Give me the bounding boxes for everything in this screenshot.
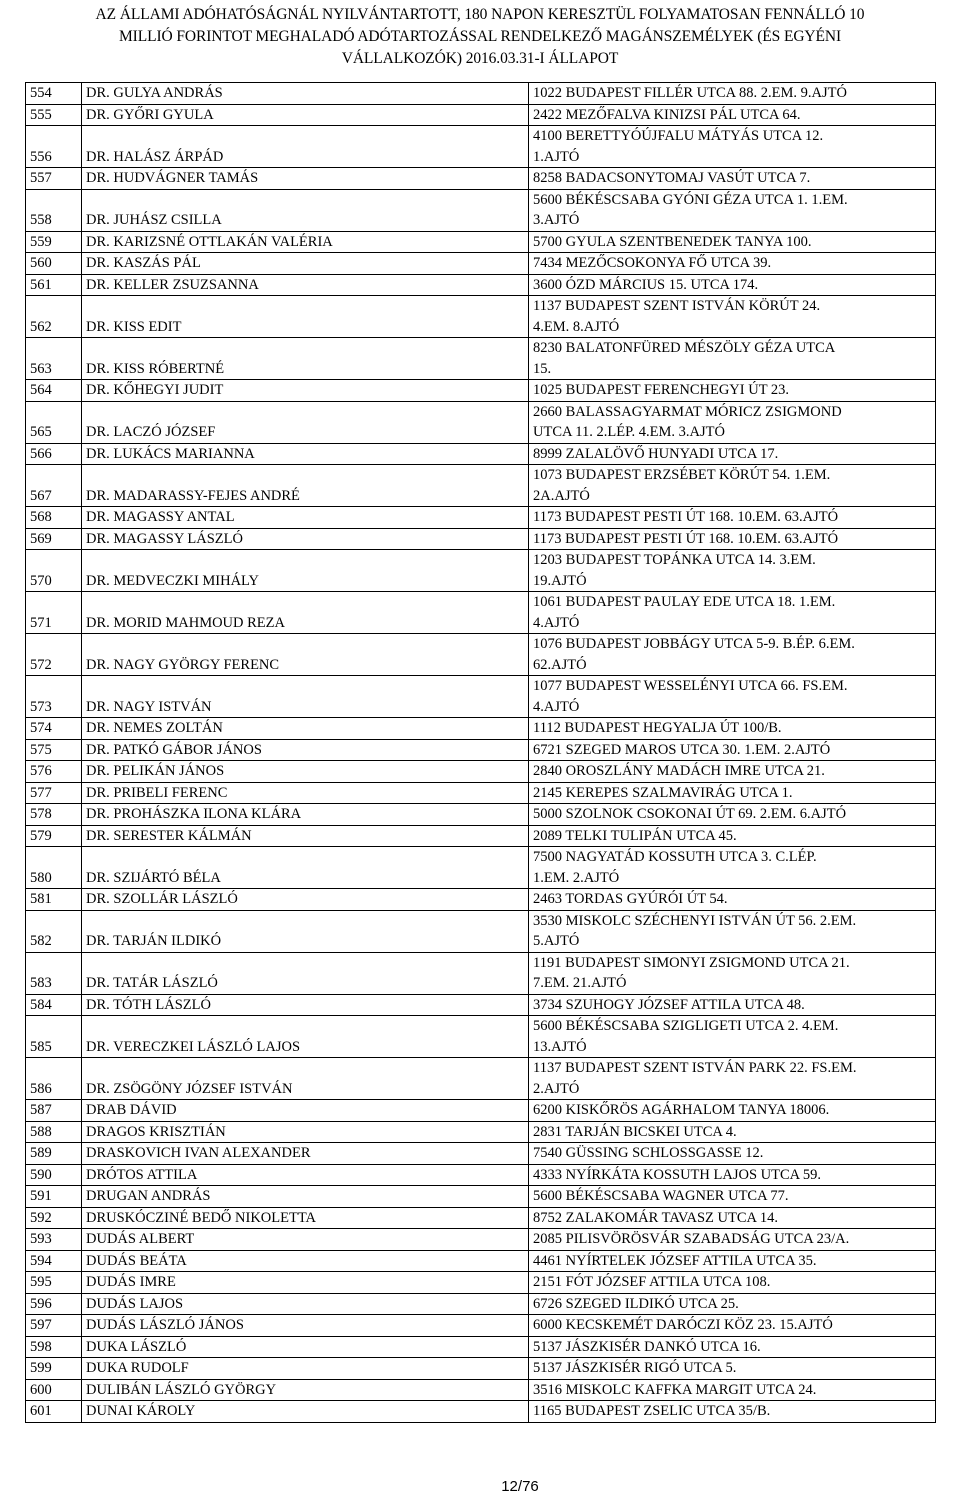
address-cell <box>529 1121 936 1143</box>
row-number: 572 <box>26 634 82 676</box>
row-number: 594 <box>26 1250 82 1272</box>
table-row <box>26 1336 936 1358</box>
address-cell <box>529 1100 936 1122</box>
address-line: 1203 BUDAPEST TOPÁNKA UTCA 14. 3.EM. <box>533 552 816 568</box>
debtor-table-body <box>26 83 936 1423</box>
person-name: DR. KISS RÓBERTNÉ <box>82 338 529 380</box>
table-row <box>26 401 936 443</box>
address-cell <box>529 168 936 190</box>
row-number: 569 <box>26 528 82 550</box>
address-line: 5600 BÉKÉSCSABA WAGNER UTCA 77. <box>533 1188 789 1204</box>
address-cell <box>529 1186 936 1208</box>
address-line: 1137 BUDAPEST SZENT ISTVÁN KÖRÚT 24. <box>533 298 821 314</box>
person-name: DULIBÁN LÁSZLÓ GYÖRGY <box>82 1379 529 1401</box>
address-cell <box>529 804 936 826</box>
row-number: 554 <box>26 83 82 105</box>
table-row <box>26 847 936 889</box>
person-name: DR. VERECZKEI LÁSZLÓ LAJOS <box>82 1016 529 1058</box>
address-cell <box>529 443 936 465</box>
table-row <box>26 1358 936 1380</box>
person-name: DR. JUHÁSZ CSILLA <box>82 189 529 231</box>
address-cell <box>529 296 936 338</box>
table-row <box>26 739 936 761</box>
address-line: 1173 BUDAPEST PESTI ÚT 168. 10.EM. 63.AJTÓ <box>533 530 839 547</box>
row-number: 576 <box>26 761 82 783</box>
address-line: 2840 OROSZLÁNY MADÁCH IMRE UTCA 21. <box>533 763 825 779</box>
address-cell <box>529 761 936 783</box>
person-name: DR. KARIZSNÉ OTTLAKÁN VALÉRIA <box>82 231 529 253</box>
row-number: 597 <box>26 1315 82 1337</box>
row-number: 563 <box>26 338 82 380</box>
address-cell <box>529 825 936 847</box>
person-name: DUDÁS LAJOS <box>82 1293 529 1315</box>
table-row <box>26 465 936 507</box>
row-number: 559 <box>26 231 82 253</box>
person-name: DR. PRIBELI FERENC <box>82 782 529 804</box>
table-row <box>26 1143 936 1165</box>
address-line: 2089 TELKI TULIPÁN UTCA 45. <box>533 827 737 844</box>
address-line: 4100 BERETTYÓÚJFALU MÁTYÁS UTCA 12. <box>533 128 824 144</box>
address-line: 5600 BÉKÉSCSABA GYÓNI GÉZA UTCA 1. 1.EM. <box>533 191 848 208</box>
person-name: DUDÁS ALBERT <box>82 1229 529 1251</box>
address-cell <box>529 1315 936 1337</box>
person-name: DR. MAGASSY LÁSZLÓ <box>82 528 529 550</box>
address-cell <box>529 1207 936 1229</box>
address-cell <box>529 847 936 889</box>
row-number: 570 <box>26 550 82 592</box>
table-row <box>26 804 936 826</box>
person-name: DR. NAGY ISTVÁN <box>82 676 529 718</box>
person-name: DR. SERESTER KÁLMÁN <box>82 825 529 847</box>
address-line: UTCA 11. 2.LÉP. 4.EM. 3.AJTÓ <box>533 424 725 440</box>
person-name: DR. HALÁSZ ÁRPÁD <box>82 126 529 168</box>
address-line: 19.AJTÓ <box>533 572 587 589</box>
table-row <box>26 1164 936 1186</box>
address-line: 1112 BUDAPEST HEGYALJA ÚT 100/B. <box>533 720 782 736</box>
person-name: DR. GULYA ANDRÁS <box>82 83 529 105</box>
address-line: 3734 SZUHOGY JÓZSEF ATTILA UTCA 48. <box>533 996 805 1013</box>
table-row <box>26 443 936 465</box>
address-cell <box>529 1250 936 1272</box>
address-line: 7540 GÜSSING SCHLOSSGASSE 12. <box>533 1145 764 1161</box>
address-line: 4.EM. 8.AJTÓ <box>533 318 620 335</box>
row-number: 560 <box>26 253 82 275</box>
table-row <box>26 1379 936 1401</box>
address-line: 7500 NAGYATÁD KOSSUTH UTCA 3. C.LÉP. <box>533 849 817 865</box>
row-number: 580 <box>26 847 82 889</box>
address-line: 6200 KISKŐRÖS AGÁRHALOM TANYA 18006. <box>533 1102 830 1118</box>
address-cell <box>529 1164 936 1186</box>
row-number: 567 <box>26 465 82 507</box>
address-cell <box>529 126 936 168</box>
table-row <box>26 889 936 911</box>
address-cell <box>529 994 936 1016</box>
address-line: 1165 BUDAPEST ZSELIC UTCA 35/B. <box>533 1403 771 1419</box>
person-name: DR. MADARASSY-FEJES ANDRÉ <box>82 465 529 507</box>
row-number: 599 <box>26 1358 82 1380</box>
table-row <box>26 1100 936 1122</box>
table-row <box>26 528 936 550</box>
table-row <box>26 1293 936 1315</box>
address-cell <box>529 676 936 718</box>
person-name: DR. KŐHEGYI JUDIT <box>82 380 529 402</box>
table-row <box>26 1121 936 1143</box>
address-line: 8258 BADACSONYTOMAJ VASÚT UTCA 7. <box>533 170 811 186</box>
address-line: 13.AJTÓ <box>533 1038 587 1055</box>
person-name: DR. NAGY GYÖRGY FERENC <box>82 634 529 676</box>
person-name: DR. TÓTH LÁSZLÓ <box>82 994 529 1016</box>
row-number: 601 <box>26 1401 82 1423</box>
address-cell <box>529 1229 936 1251</box>
row-number: 596 <box>26 1293 82 1315</box>
address-line: 1173 BUDAPEST PESTI ÚT 168. 10.EM. 63.AJTÓ <box>533 509 839 525</box>
table-row <box>26 1058 936 1100</box>
address-line: 8752 ZALAKOMÁR TAVASZ UTCA 14. <box>533 1209 778 1226</box>
address-line: 7434 MEZŐCSOKONYA FŐ UTCA 39. <box>533 255 772 271</box>
table-row <box>26 1250 936 1272</box>
address-line: 4.AJTÓ <box>533 614 580 631</box>
address-line: 3.AJTÓ <box>533 212 580 228</box>
row-number: 600 <box>26 1379 82 1401</box>
address-cell <box>529 550 936 592</box>
row-number: 571 <box>26 592 82 634</box>
address-cell <box>529 592 936 634</box>
person-name: DRÓTOS ATTILA <box>82 1164 529 1186</box>
person-name: DR. KASZÁS PÁL <box>82 253 529 275</box>
address-line: 6721 SZEGED MAROS UTCA 30. 1.EM. 2.AJTÓ <box>533 741 831 758</box>
table-row <box>26 1016 936 1058</box>
person-name: DUDÁS BEÁTA <box>82 1250 529 1272</box>
person-name: DRAGOS KRISZTIÁN <box>82 1121 529 1143</box>
address-cell <box>529 910 936 952</box>
row-number: 568 <box>26 507 82 529</box>
row-number: 593 <box>26 1229 82 1251</box>
address-line: 1077 BUDAPEST WESSELÉNYI UTCA 66. FS.EM. <box>533 678 848 694</box>
address-line: 2A.AJTÓ <box>533 487 590 504</box>
person-name: DRASKOVICH IVAN ALEXANDER <box>82 1143 529 1165</box>
table-row <box>26 761 936 783</box>
address-line: 5700 GYULA SZENTBENEDEK TANYA 100. <box>533 233 812 250</box>
table-row <box>26 782 936 804</box>
table-row <box>26 952 936 994</box>
row-number: 562 <box>26 296 82 338</box>
table-row <box>26 825 936 847</box>
table-row <box>26 676 936 718</box>
table-row <box>26 1207 936 1229</box>
address-cell <box>529 1358 936 1380</box>
person-name: DR. PELIKÁN JÁNOS <box>82 761 529 783</box>
row-number: 581 <box>26 889 82 911</box>
address-line: 5137 JÁSZKISÉR RIGÓ UTCA 5. <box>533 1360 737 1376</box>
address-cell <box>529 338 936 380</box>
row-number: 578 <box>26 804 82 826</box>
row-number: 566 <box>26 443 82 465</box>
address-line: 1.AJTÓ <box>533 148 580 165</box>
person-name: DR. ZSÖGÖNY JÓZSEF ISTVÁN <box>82 1058 529 1100</box>
address-line: 2660 BALASSAGYARMAT MÓRICZ ZSIGMOND <box>533 403 842 420</box>
address-cell <box>529 1379 936 1401</box>
table-row <box>26 231 936 253</box>
address-cell <box>529 952 936 994</box>
address-line: 2463 TORDAS GYÚRÓI ÚT 54. <box>533 891 728 907</box>
address-line: 1061 BUDAPEST PAULAY EDE UTCA 18. 1.EM. <box>533 594 836 610</box>
person-name: DUKA LÁSZLÓ <box>82 1336 529 1358</box>
person-name: DR. SZIJÁRTÓ BÉLA <box>82 847 529 889</box>
address-line: 1022 BUDAPEST FILLÉR UTCA 88. 2.EM. 9.AJTÓ <box>533 85 847 101</box>
table-row <box>26 910 936 952</box>
address-line: 8230 BALATONFÜRED MÉSZÖLY GÉZA UTCA <box>533 340 836 356</box>
person-name: DR. MAGASSY ANTAL <box>82 507 529 529</box>
address-line: 1191 BUDAPEST SIMONYI ZSIGMOND UTCA 21. <box>533 954 850 971</box>
address-cell <box>529 253 936 275</box>
address-line: 15. <box>533 360 552 377</box>
person-name: DUDÁS IMRE <box>82 1272 529 1294</box>
person-name: DR. MEDVECZKI MIHÁLY <box>82 550 529 592</box>
row-number: 591 <box>26 1186 82 1208</box>
address-line: 4333 NYÍRKÁTA KOSSUTH LAJOS UTCA 59. <box>533 1166 822 1183</box>
address-cell <box>529 889 936 911</box>
person-name: DRAB DÁVID <box>82 1100 529 1122</box>
address-cell <box>529 1058 936 1100</box>
address-line: 2422 MEZŐFALVA KINIZSI PÁL UTCA 64. <box>533 106 801 123</box>
row-number: 585 <box>26 1016 82 1058</box>
document-header <box>0 4 960 70</box>
row-number: 565 <box>26 401 82 443</box>
person-name: DRUSKÓCZINÉ BEDŐ NIKOLETTA <box>82 1207 529 1229</box>
row-number: 556 <box>26 126 82 168</box>
address-line: 3530 MISKOLC SZÉCHENYI ISTVÁN ÚT 56. 2.EM. <box>533 912 857 929</box>
address-line: 1.EM. 2.AJTÓ <box>533 869 620 886</box>
address-cell <box>529 1016 936 1058</box>
person-name: DR. SZOLLÁR LÁSZLÓ <box>82 889 529 911</box>
table-row <box>26 83 936 105</box>
row-number: 598 <box>26 1336 82 1358</box>
table-row <box>26 1186 936 1208</box>
row-number: 584 <box>26 994 82 1016</box>
address-line: 62.AJTÓ <box>533 656 587 673</box>
address-cell <box>529 739 936 761</box>
address-line: 2151 FÓT JÓZSEF ATTILA UTCA 108. <box>533 1274 771 1290</box>
address-cell <box>529 718 936 740</box>
table-row <box>26 1272 936 1294</box>
table-row <box>26 126 936 168</box>
address-cell <box>529 507 936 529</box>
table-row <box>26 507 936 529</box>
row-number: 592 <box>26 1207 82 1229</box>
address-cell <box>529 1143 936 1165</box>
table-row <box>26 1401 936 1423</box>
person-name: DR. LACZÓ JÓZSEF <box>82 401 529 443</box>
person-name: DR. TARJÁN ILDIKÓ <box>82 910 529 952</box>
person-name: DRUGAN ANDRÁS <box>82 1186 529 1208</box>
row-number: 575 <box>26 739 82 761</box>
row-number: 577 <box>26 782 82 804</box>
person-name: DR. GYŐRI GYULA <box>82 104 529 126</box>
address-line: 5600 BÉKÉSCSABA SZIGLIGETI UTCA 2. 4.EM. <box>533 1018 839 1034</box>
person-name: DR. LUKÁCS MARIANNA <box>82 443 529 465</box>
address-cell <box>529 231 936 253</box>
person-name: DR. PATKÓ GÁBOR JÁNOS <box>82 739 529 761</box>
header-line-1: AZ ÁLLAMI ADÓHATÓSÁGNÁL NYILVÁNTARTOTT, 180 NAPON KERESZTÜL FOLYAMATOSAN FENNÁLLÓ 10 <box>95 6 865 23</box>
person-name: DUKA RUDOLF <box>82 1358 529 1380</box>
person-name: DUNAI KÁROLY <box>82 1401 529 1423</box>
table-row <box>26 994 936 1016</box>
row-number: 586 <box>26 1058 82 1100</box>
header-line-3: VÁLLALKOZÓK) 2016.03.31-I ÁLLAPOT <box>341 50 619 67</box>
address-line: 3516 MISKOLC KAFFKA MARGIT UTCA 24. <box>533 1381 817 1398</box>
table-row <box>26 253 936 275</box>
row-number: 558 <box>26 189 82 231</box>
row-number: 579 <box>26 825 82 847</box>
address-cell <box>529 782 936 804</box>
address-line: 5000 SZOLNOK CSOKONAI ÚT 69. 2.EM. 6.AJTÓ <box>533 806 847 822</box>
row-number: 557 <box>26 168 82 190</box>
address-line: 4461 NYÍRTELEK JÓZSEF ATTILA UTCA 35. <box>533 1252 817 1269</box>
address-cell <box>529 104 936 126</box>
address-line: 1076 BUDAPEST JOBBÁGY UTCA 5-9. B.ÉP. 6.EM. <box>533 636 855 652</box>
row-number: 583 <box>26 952 82 994</box>
address-cell <box>529 528 936 550</box>
row-number: 582 <box>26 910 82 952</box>
table-row <box>26 592 936 634</box>
address-line: 1025 BUDAPEST FERENCHEGYI ÚT 23. <box>533 382 790 398</box>
address-line: 5137 JÁSZKISÉR DANKÓ UTCA 16. <box>533 1338 761 1355</box>
person-name: DR. PROHÁSZKA ILONA KLÁRA <box>82 804 529 826</box>
person-name: DUDÁS LÁSZLÓ JÁNOS <box>82 1315 529 1337</box>
address-line: 8999 ZALALÖVŐ HUNYADI UTCA 17. <box>533 445 779 462</box>
table-row <box>26 634 936 676</box>
address-cell <box>529 380 936 402</box>
row-number: 595 <box>26 1272 82 1294</box>
table-row <box>26 338 936 380</box>
address-cell <box>529 1293 936 1315</box>
address-line: 7.EM. 21.AJTÓ <box>533 975 627 991</box>
header-line-2: MILLIÓ FORINTOT MEGHALADÓ ADÓTARTOZÁSSAL RENDELKEZŐ MAGÁNSZEMÉLYEK (ÉS EGYÉNI <box>118 28 842 45</box>
row-number: 555 <box>26 104 82 126</box>
address-line: 4.AJTÓ <box>533 698 580 715</box>
address-cell <box>529 274 936 296</box>
table-row <box>26 1315 936 1337</box>
row-number: 589 <box>26 1143 82 1165</box>
person-name: DR. NEMES ZOLTÁN <box>82 718 529 740</box>
person-name: DR. HUDVÁGNER TAMÁS <box>82 168 529 190</box>
person-name: DR. KISS EDIT <box>82 296 529 338</box>
row-number: 573 <box>26 676 82 718</box>
page-number: 12/76 <box>501 1478 539 1495</box>
row-number: 590 <box>26 1164 82 1186</box>
person-name: DR. TATÁR LÁSZLÓ <box>82 952 529 994</box>
address-cell <box>529 634 936 676</box>
address-cell <box>529 1272 936 1294</box>
table-row <box>26 189 936 231</box>
address-line: 5.AJTÓ <box>533 933 580 949</box>
table-row <box>26 380 936 402</box>
address-cell <box>529 83 936 105</box>
person-name: DR. KELLER ZSUZSANNA <box>82 274 529 296</box>
address-line: 2085 PILISVÖRÖSVÁR SZABADSÁG UTCA 23/A. <box>533 1231 850 1247</box>
address-line: 3600 ÓZD MÁRCIUS 15. UTCA 174. <box>533 276 759 293</box>
row-number: 561 <box>26 274 82 296</box>
table-row <box>26 168 936 190</box>
address-line: 2831 TARJÁN BICSKEI UTCA 4. <box>533 1123 737 1140</box>
address-line: 6726 SZEGED ILDIKÓ UTCA 25. <box>533 1295 739 1312</box>
address-line: 2145 KEREPES SZALMAVIRÁG UTCA 1. <box>533 784 793 801</box>
table-row <box>26 104 936 126</box>
address-cell <box>529 189 936 231</box>
table-row <box>26 550 936 592</box>
row-number: 574 <box>26 718 82 740</box>
person-name: DR. MORID MAHMOUD REZA <box>82 592 529 634</box>
address-cell <box>529 465 936 507</box>
address-line: 1073 BUDAPEST ERZSÉBET KÖRÚT 54. 1.EM. <box>533 467 831 483</box>
debtor-table <box>25 82 936 1423</box>
address-line: 2.AJTÓ <box>533 1080 580 1097</box>
row-number: 588 <box>26 1121 82 1143</box>
table-row <box>26 296 936 338</box>
row-number: 587 <box>26 1100 82 1122</box>
address-cell <box>529 401 936 443</box>
address-cell <box>529 1336 936 1358</box>
address-cell <box>529 1401 936 1423</box>
table-row <box>26 1229 936 1251</box>
address-line: 1137 BUDAPEST SZENT ISTVÁN PARK 22. FS.EM. <box>533 1060 857 1076</box>
table-row <box>26 274 936 296</box>
table-row <box>26 718 936 740</box>
address-line: 6000 KECSKEMÉT DARÓCZI KÖZ 23. 15.AJTÓ <box>533 1317 833 1333</box>
row-number: 564 <box>26 380 82 402</box>
